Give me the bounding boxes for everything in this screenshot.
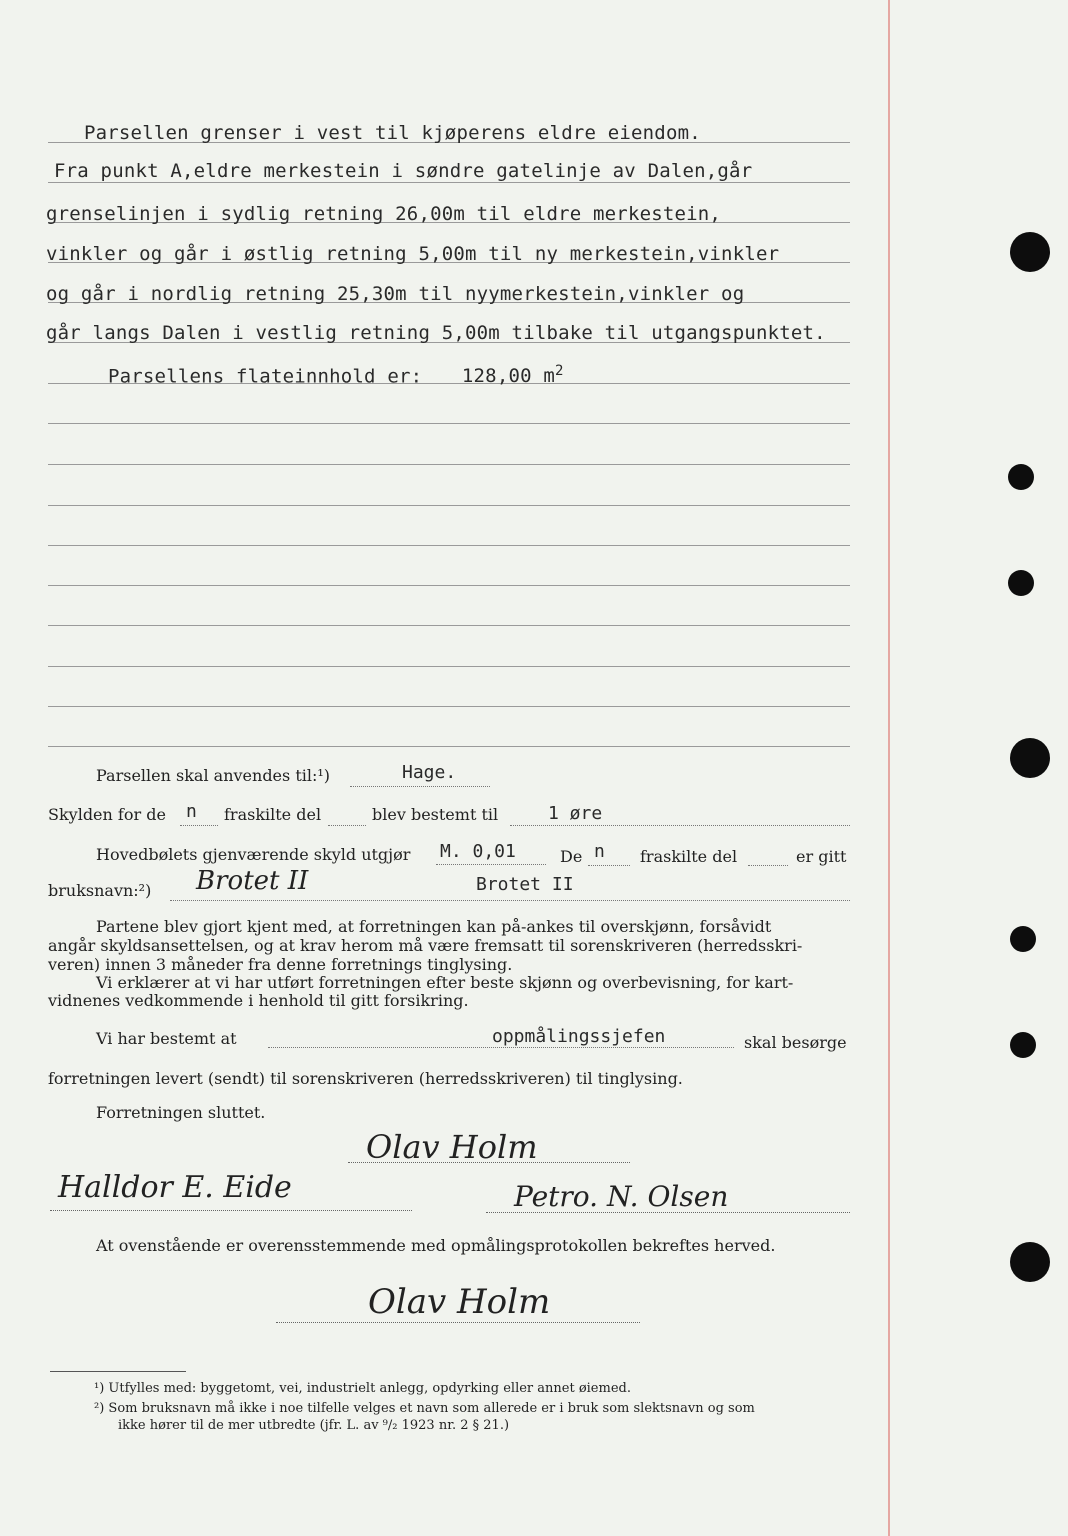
punch-hole — [1010, 738, 1050, 778]
remaining-fill: n — [594, 841, 605, 862]
appeal-paragraph-line-2: angår skyldsansettelsen, og at krav herom må være fremsatt til sorenskriveren (herredsskri- — [48, 936, 803, 955]
remaining-part1: Hovedbølets gjenværende skyld utgjør — [96, 845, 411, 864]
punch-hole — [1010, 1032, 1036, 1058]
typed-line-5: og går i nordlig retning 25,30m til nyymerkestein,vinkler og — [46, 283, 745, 305]
footnote-1: ¹) Utfylles med: byggetomt, vei, industrielt anlegg, opdyrking eller annet øiemed. — [94, 1381, 631, 1396]
appeal-paragraph-line-3: veren) innen 3 måneder fra denne forretnings tinglysing. — [48, 955, 513, 974]
tax-part2: fraskilte del — [224, 805, 322, 824]
remaining-value: M. 0,01 — [440, 841, 516, 862]
footnote-2-continued: ikke hører til de mer utbredte (jfr. L. av ⁹/₂ 1923 nr. 2 § 21.) — [118, 1418, 510, 1433]
area-unit-superscript: 2 — [555, 363, 564, 379]
signature-line — [50, 1210, 412, 1211]
dotted-fill-line — [328, 825, 366, 826]
ruled-line — [48, 706, 850, 707]
declaration-line-2: vidnenes vedkommende i henhold til gitt forsikring. — [48, 991, 469, 1010]
signature-line — [348, 1162, 630, 1163]
signature-line — [276, 1322, 640, 1323]
signature-top: Olav Holm — [366, 1128, 538, 1166]
signature-left: Halldor E. Eide — [58, 1170, 292, 1205]
decided-part2: skal besørge — [744, 1033, 847, 1052]
typed-line-1: Parsellen grenser i vest til kjøperens eldre eiendom. — [84, 122, 701, 144]
dotted-fill-line — [588, 865, 630, 866]
red-margin-line — [888, 0, 890, 1536]
punch-hole — [1008, 464, 1034, 490]
ruled-line — [48, 464, 850, 465]
ruled-line — [48, 505, 850, 506]
dotted-fill-line — [170, 900, 850, 901]
area-value: 128,00 m — [461, 365, 556, 388]
signature-line — [486, 1212, 850, 1213]
dotted-fill-line — [510, 825, 850, 826]
ruled-line — [48, 625, 850, 626]
punch-hole — [1010, 1242, 1050, 1282]
typed-line-3: grenselinjen i sydlig retning 26,00m til eldre merkestein, — [46, 203, 722, 225]
area-label: Parsellens flateinnhold er: — [108, 365, 423, 388]
remaining-part3: fraskilte del — [640, 847, 738, 866]
punch-hole — [1008, 570, 1034, 596]
bruksnavn-typed: Brotet II — [476, 874, 574, 895]
dotted-fill-line — [268, 1047, 734, 1048]
footnote-rule — [50, 1371, 186, 1372]
typed-line-2: Fra punkt A,eldre merkestein i søndre gatelinje av Dalen,går — [54, 160, 753, 182]
dotted-fill-line — [180, 825, 218, 826]
decided-part1: Vi har bestemt at — [96, 1029, 237, 1048]
typed-line-4: vinkler og går i østlig retning 5,00m til ny merkestein,vinkler — [46, 243, 780, 265]
tax-value: 1 øre — [548, 803, 603, 824]
area-line — [108, 363, 564, 387]
remaining-part4: er gitt — [796, 847, 847, 866]
appeal-paragraph-line-1: Partene blev gjort kjent med, at forretningen kan på-ankes til overskjønn, forsåvidt — [96, 917, 772, 936]
tax-part1: Skylden for de — [48, 805, 166, 824]
ruled-line — [48, 746, 850, 747]
tax-fill1: n — [186, 801, 197, 822]
bruksnavn-handwritten: Brotet II — [196, 866, 309, 896]
footnote-2: ²) Som bruksnavn må ikke i noe tilfelle velges et navn som allerede er i bruk som slektsnavn og som — [94, 1401, 755, 1416]
delivered-text: forretningen levert (sendt) til sorenskriveren (herredsskriveren) til tinglysing. — [48, 1069, 683, 1088]
certification-signature: Olav Holm — [368, 1282, 551, 1322]
ruled-line — [48, 666, 850, 667]
remaining-part2: De — [560, 847, 583, 866]
typed-line-6: går langs Dalen i vestlig retning 5,00m tilbake til utgangspunktet. — [46, 322, 826, 344]
decided-value: oppmålingssjefen — [492, 1026, 666, 1047]
signature-right: Petro. N. Olsen — [514, 1180, 729, 1213]
certification-text: At ovenstående er overensstemmende med opmålingsprotokollen bekreftes herved. — [96, 1236, 776, 1255]
use-value: Hage. — [402, 762, 457, 783]
punch-hole — [1010, 232, 1050, 272]
punch-hole — [1010, 926, 1036, 952]
dotted-fill-line — [748, 865, 788, 866]
dotted-fill-line — [436, 864, 546, 865]
bruksnavn-label: bruksnavn:²) — [48, 881, 152, 900]
ruled-line — [48, 182, 850, 183]
ruled-line — [48, 423, 850, 424]
use-label: Parsellen skal anvendes til:¹) — [96, 766, 331, 785]
ruled-line — [48, 585, 850, 586]
ended-text: Forretningen sluttet. — [96, 1103, 266, 1122]
dotted-fill-line — [350, 786, 490, 787]
tax-part3: blev bestemt til — [372, 805, 499, 824]
declaration-line-1: Vi erklærer at vi har utført forretningen efter beste skjønn og overbevisning, for kart- — [96, 973, 794, 992]
ruled-line — [48, 545, 850, 546]
